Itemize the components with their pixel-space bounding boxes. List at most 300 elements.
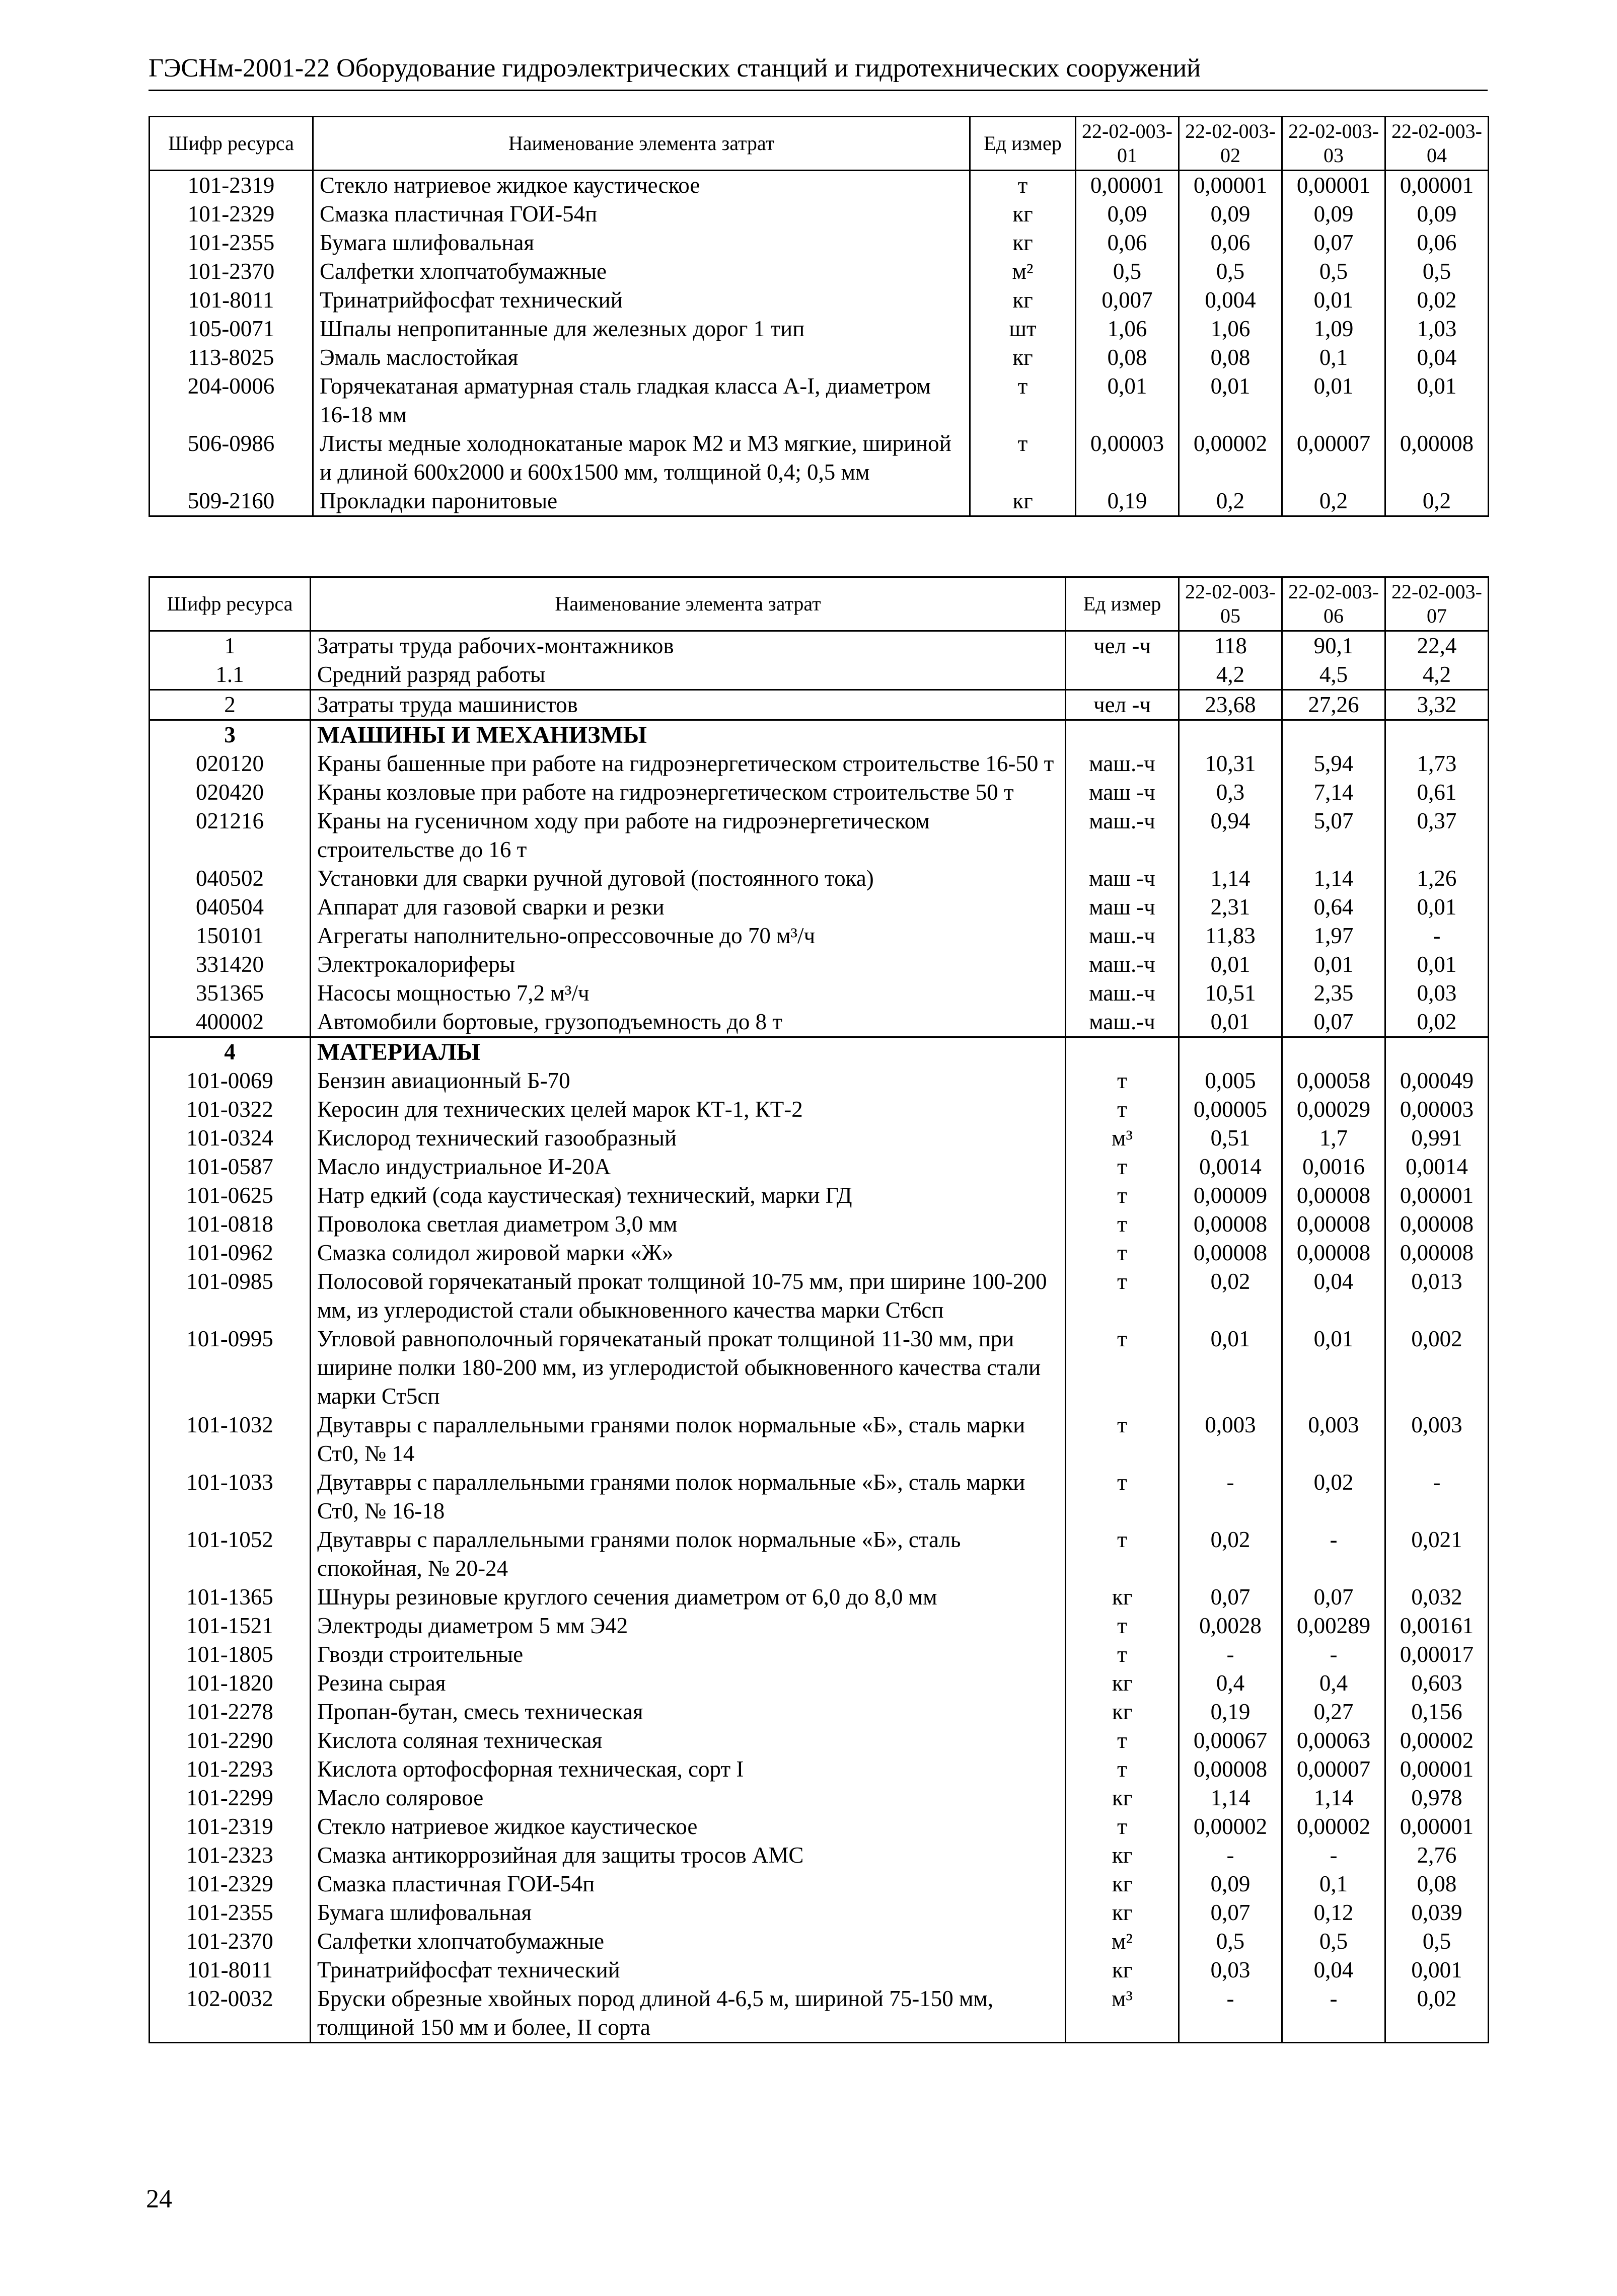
resource-name-cell: Масло индустриальное И-20А	[311, 1153, 1066, 1181]
value-cell: 0,06	[1076, 228, 1179, 257]
resource-code-cell: 101-0625	[150, 1181, 311, 1210]
resource-code-cell: 101-1820	[150, 1669, 311, 1698]
value-cell: 0,00001	[1385, 1812, 1489, 1841]
resource-table-2	[149, 576, 1489, 2043]
value-cell: -	[1179, 1841, 1282, 1870]
value-cell: 0,004	[1179, 286, 1282, 315]
resource-name-cell: Бумага шлифовальная	[313, 228, 970, 257]
value-cell: -	[1179, 1468, 1282, 1525]
resource-code-cell: 101-2355	[150, 228, 313, 257]
value-cell: 0,0016	[1282, 1153, 1385, 1181]
value-cell: 10,31	[1179, 749, 1282, 778]
resource-name-cell: Шнуры резиновые круглого сечения диаметром от 6,0 до 8,0 мм	[311, 1583, 1066, 1612]
value-cell: 0,64	[1282, 893, 1385, 922]
unit-cell: т	[970, 171, 1076, 200]
resource-name-cell: Масло соляровое	[311, 1784, 1066, 1812]
value-cell: 1,14	[1282, 864, 1385, 893]
resource-name-cell: Салфетки хлопчатобумажные	[313, 257, 970, 286]
resource-name-cell: Проволока светлая диаметром 3,0 мм	[311, 1210, 1066, 1239]
value-cell: 0,5	[1385, 1927, 1489, 1956]
table-row	[150, 778, 1489, 807]
table-row	[150, 1066, 1489, 1095]
value-cell: -	[1385, 1468, 1489, 1525]
column-header: 22-02-003-05	[1179, 577, 1282, 631]
value-cell: -	[1179, 1984, 1282, 2043]
resource-name-cell: Гвозди строительные	[311, 1640, 1066, 1669]
table-row	[150, 1181, 1489, 1210]
value-cell: 0,2	[1385, 487, 1489, 516]
value-cell: 5,94	[1282, 749, 1385, 778]
value-cell: 27,26	[1282, 690, 1385, 720]
table-row	[150, 1037, 1489, 1067]
value-cell: 1,7	[1282, 1124, 1385, 1153]
value-cell: -	[1282, 1525, 1385, 1583]
value-cell: 0,37	[1385, 807, 1489, 864]
value-cell: 1,26	[1385, 864, 1489, 893]
value-cell: 0,5	[1076, 257, 1179, 286]
value-cell: 0,07	[1282, 228, 1385, 257]
table-row	[150, 1841, 1489, 1870]
value-cell: 0,00001	[1282, 171, 1385, 200]
resource-name-cell: Пропан-бутан, смесь техническая	[311, 1698, 1066, 1726]
unit-cell: маш.-ч	[1066, 749, 1179, 778]
header-rule	[149, 90, 1488, 91]
resource-name-cell: Стекло натриевое жидкое каустическое	[311, 1812, 1066, 1841]
resource-name-cell: Прокладки паронитовые	[313, 487, 970, 516]
value-cell: 0,00003	[1385, 1095, 1489, 1124]
value-cell: 22,4	[1385, 631, 1489, 661]
value-cell: 1,97	[1282, 922, 1385, 950]
value-cell: 0,00063	[1282, 1726, 1385, 1755]
value-cell: 0,00067	[1179, 1726, 1282, 1755]
resource-name-cell: Кислота соляная техническая	[311, 1726, 1066, 1755]
value-cell: 0,00017	[1385, 1640, 1489, 1669]
value-cell: 1,06	[1076, 315, 1179, 343]
resource-name-cell: Кислота ортофосфорная техническая, сорт I	[311, 1755, 1066, 1784]
value-cell: 0,04	[1282, 1267, 1385, 1325]
value-cell: 0,2	[1179, 487, 1282, 516]
table-row	[150, 487, 1489, 516]
resource-code-cell: 101-2290	[150, 1726, 311, 1755]
resource-name-cell: Установки для сварки ручной дуговой (постоянного тока)	[311, 864, 1066, 893]
resource-name-cell: Резина сырая	[311, 1669, 1066, 1698]
value-cell: 0,01	[1282, 1325, 1385, 1411]
value-cell: 11,83	[1179, 922, 1282, 950]
unit-cell: кг	[1066, 1870, 1179, 1898]
resource-code-cell: 506-0986	[150, 429, 313, 487]
unit-cell: т	[1066, 1640, 1179, 1669]
table-row	[150, 864, 1489, 893]
value-cell: 0,03	[1385, 979, 1489, 1008]
value-cell: 0,00008	[1385, 429, 1489, 487]
value-cell: 3,32	[1385, 690, 1489, 720]
resource-name-cell: Затраты труда машинистов	[311, 690, 1066, 720]
value-cell: 0,00008	[1282, 1181, 1385, 1210]
table-row	[150, 1468, 1489, 1525]
value-cell: 0,5	[1385, 257, 1489, 286]
unit-cell: т	[970, 429, 1076, 487]
value-cell: 0,02	[1282, 1468, 1385, 1525]
table-row	[150, 1153, 1489, 1181]
value-cell: 0,00009	[1179, 1181, 1282, 1210]
value-cell: 1,73	[1385, 749, 1489, 778]
value-cell: 0,005	[1179, 1066, 1282, 1095]
resource-name-cell: Смазка солидол жировой марки «Ж»	[311, 1239, 1066, 1267]
value-cell: 0,00049	[1385, 1066, 1489, 1095]
resource-name-cell: Угловой равнополочный горячекатаный прокат толщиной 11-30 мм, при ширине полки 180-200 мм, из углеродистой обыкновенного качества стали марки Ст5сп	[311, 1325, 1066, 1411]
table-row	[150, 1008, 1489, 1037]
value-cell: 2,35	[1282, 979, 1385, 1008]
resource-name-cell: Электроды диаметром 5 мм Э42	[311, 1612, 1066, 1640]
table-row	[150, 429, 1489, 487]
table-row	[150, 1669, 1489, 1698]
unit-cell: т	[1066, 1525, 1179, 1583]
value-cell: 0,4	[1282, 1669, 1385, 1698]
value-cell: 0,01	[1179, 1008, 1282, 1037]
value-cell: 0,09	[1076, 200, 1179, 228]
value-cell: 0,001	[1385, 1956, 1489, 1984]
resource-code-cell: 101-2370	[150, 1927, 311, 1956]
unit-cell: т	[1066, 1755, 1179, 1784]
resource-name-cell: Кислород технический газообразный	[311, 1124, 1066, 1153]
resource-code-cell: 020120	[150, 749, 311, 778]
resource-code-cell: 101-2323	[150, 1841, 311, 1870]
resource-name-cell: Эмаль маслостойкая	[313, 343, 970, 372]
resource-name-cell: Салфетки хлопчатобумажные	[311, 1927, 1066, 1956]
table-row	[150, 1812, 1489, 1841]
resource-code-cell: 101-1052	[150, 1525, 311, 1583]
value-cell: 0,0014	[1385, 1153, 1489, 1181]
table-row	[150, 171, 1489, 200]
unit-cell: маш.-ч	[1066, 950, 1179, 979]
column-header: Ед измер	[1066, 577, 1179, 631]
unit-cell: т	[970, 372, 1076, 429]
value-cell: 0,978	[1385, 1784, 1489, 1812]
unit-cell: т	[1066, 1153, 1179, 1181]
value-cell: 0,08	[1385, 1870, 1489, 1898]
table-row	[150, 1612, 1489, 1640]
value-cell: 0,00008	[1282, 1239, 1385, 1267]
table-row	[150, 315, 1489, 343]
value-cell: 0,07	[1282, 1008, 1385, 1037]
value-cell: 0,3	[1179, 778, 1282, 807]
table-row	[150, 807, 1489, 864]
value-cell	[1282, 1037, 1385, 1067]
value-cell: 0,00002	[1385, 1726, 1489, 1755]
value-cell: 5,07	[1282, 807, 1385, 864]
value-cell: 0,032	[1385, 1583, 1489, 1612]
unit-cell: маш -ч	[1066, 893, 1179, 922]
value-cell: 1,09	[1282, 315, 1385, 343]
value-cell: 7,14	[1282, 778, 1385, 807]
unit-cell: кг	[970, 487, 1076, 516]
resource-code-cell: 101-8011	[150, 1956, 311, 1984]
page-number: 24	[146, 2185, 172, 2213]
resource-code-cell: 101-1365	[150, 1583, 311, 1612]
unit-cell: м²	[970, 257, 1076, 286]
value-cell: 0,04	[1385, 343, 1489, 372]
value-cell: 0,04	[1282, 1956, 1385, 1984]
table-row	[150, 1755, 1489, 1784]
value-cell: 0,00001	[1076, 171, 1179, 200]
unit-cell: кг	[1066, 1784, 1179, 1812]
column-header: 22-02-003-07	[1385, 577, 1489, 631]
table-row	[150, 1210, 1489, 1239]
value-cell: 0,03	[1179, 1956, 1282, 1984]
resource-code-cell: 101-0818	[150, 1210, 311, 1239]
unit-cell: кг	[970, 343, 1076, 372]
value-cell: 10,51	[1179, 979, 1282, 1008]
table-row	[150, 1411, 1489, 1468]
table-row	[150, 690, 1489, 720]
value-cell	[1179, 1037, 1282, 1067]
table-row	[150, 1267, 1489, 1325]
value-cell: 0,00007	[1282, 1755, 1385, 1784]
unit-cell: м²	[1066, 1927, 1179, 1956]
resource-code-cell: 101-0324	[150, 1124, 311, 1153]
resource-name-cell: Краны башенные при работе на гидроэнергетическом строительстве 16-50 т	[311, 749, 1066, 778]
table-row	[150, 1124, 1489, 1153]
table-row	[150, 979, 1489, 1008]
value-cell: 0,61	[1385, 778, 1489, 807]
table2-body	[150, 631, 1489, 2043]
value-cell: 4,5	[1282, 660, 1385, 690]
resource-code-cell: 040502	[150, 864, 311, 893]
value-cell: 0,01	[1179, 950, 1282, 979]
unit-cell: т	[1066, 1210, 1179, 1239]
unit-cell	[1066, 1037, 1179, 1067]
value-cell: 0,01	[1179, 1325, 1282, 1411]
resource-name-cell: Полосовой горячекатаный прокат толщиной 10-75 мм, при ширине 100-200 мм, из углеродистой стали обыкновенного качества марки Ст6сп	[311, 1267, 1066, 1325]
resource-name-cell: МАТЕРИАЛЫ	[311, 1037, 1066, 1067]
value-cell: -	[1282, 1984, 1385, 2043]
resource-name-cell: Тринатрийфосфат технический	[311, 1956, 1066, 1984]
unit-cell: чел -ч	[1066, 690, 1179, 720]
value-cell: 4,2	[1385, 660, 1489, 690]
value-cell: 0,19	[1076, 487, 1179, 516]
value-cell: 0,06	[1385, 228, 1489, 257]
value-cell: 0,007	[1076, 286, 1179, 315]
resource-name-cell: Насосы мощностью 7,2 м³/ч	[311, 979, 1066, 1008]
value-cell: 0,00058	[1282, 1066, 1385, 1095]
unit-cell: т	[1066, 1239, 1179, 1267]
resource-code-cell: 101-2355	[150, 1898, 311, 1927]
value-cell: 0,00001	[1179, 171, 1282, 200]
value-cell: 1,14	[1179, 864, 1282, 893]
resource-code-cell: 101-1032	[150, 1411, 311, 1468]
resource-code-cell: 101-2370	[150, 257, 313, 286]
resource-code-cell: 101-2278	[150, 1698, 311, 1726]
resource-name-cell: Затраты труда рабочих-монтажников	[311, 631, 1066, 661]
value-cell: 0,013	[1385, 1267, 1489, 1325]
resource-code-cell: 105-0071	[150, 315, 313, 343]
column-header: 22-02-003-04	[1385, 117, 1489, 171]
resource-name-cell: Двутавры с параллельными гранями полок нормальные «Б», сталь марки Ст0, № 14	[311, 1411, 1066, 1468]
resource-code-cell: 400002	[150, 1008, 311, 1037]
resource-name-cell: Аппарат для газовой сварки и резки	[311, 893, 1066, 922]
value-cell: 0,00161	[1385, 1612, 1489, 1640]
table-row	[150, 1870, 1489, 1898]
resource-name-cell: Керосин для технических целей марок КТ-1, КТ-2	[311, 1095, 1066, 1124]
unit-cell: т	[1066, 1095, 1179, 1124]
unit-cell: т	[1066, 1812, 1179, 1841]
value-cell: 0,1	[1282, 343, 1385, 372]
unit-cell: кг	[970, 228, 1076, 257]
value-cell: 118	[1179, 631, 1282, 661]
resource-code-cell: 4	[150, 1037, 311, 1067]
resource-name-cell: Бруски обрезные хвойных пород длиной 4-6,5 м, шириной 75-150 мм, толщиной 150 мм и более, II сорта	[311, 1984, 1066, 2043]
resource-name-cell: Электрокалориферы	[311, 950, 1066, 979]
value-cell: 0,039	[1385, 1898, 1489, 1927]
value-cell: 0,00008	[1179, 1755, 1282, 1784]
value-cell: 2,76	[1385, 1841, 1489, 1870]
value-cell: 0,01	[1385, 950, 1489, 979]
value-cell	[1282, 720, 1385, 750]
value-cell: 0,002	[1385, 1325, 1489, 1411]
resource-name-cell: Средний разряд работы	[311, 660, 1066, 690]
resource-code-cell: 101-0587	[150, 1153, 311, 1181]
table-row	[150, 893, 1489, 922]
value-cell: 0,5	[1282, 1927, 1385, 1956]
resource-name-cell: МАШИНЫ И МЕХАНИЗМЫ	[311, 720, 1066, 750]
value-cell: 2,31	[1179, 893, 1282, 922]
table-row	[150, 286, 1489, 315]
resource-code-cell: 101-2293	[150, 1755, 311, 1784]
table-row	[150, 1095, 1489, 1124]
unit-cell: т	[1066, 1325, 1179, 1411]
unit-cell	[1066, 720, 1179, 750]
resource-code-cell: 2	[150, 690, 311, 720]
table-row	[150, 1898, 1489, 1927]
table-row	[150, 1583, 1489, 1612]
value-cell: 0,01	[1282, 950, 1385, 979]
resource-name-cell: Агрегаты наполнительно-опрессовочные до 70 м³/ч	[311, 922, 1066, 950]
value-cell: 0,00007	[1282, 429, 1385, 487]
value-cell: 0,991	[1385, 1124, 1489, 1153]
value-cell: 0,00008	[1179, 1239, 1282, 1267]
column-header: Ед измер	[970, 117, 1076, 171]
resource-code-cell: 101-0962	[150, 1239, 311, 1267]
column-header: Шифр ресурса	[150, 577, 311, 631]
value-cell: 0,19	[1179, 1698, 1282, 1726]
unit-cell: кг	[1066, 1669, 1179, 1698]
value-cell: 0,08	[1076, 343, 1179, 372]
value-cell: 1,06	[1179, 315, 1282, 343]
resource-name-cell: Смазка антикоррозийная для защиты тросов АМС	[311, 1841, 1066, 1870]
resource-name-cell: Двутавры с параллельными гранями полок нормальные «Б», сталь спокойная, № 20-24	[311, 1525, 1066, 1583]
column-header: Шифр ресурса	[150, 117, 313, 171]
table1-header	[150, 117, 1489, 171]
value-cell: 0,00002	[1179, 429, 1282, 487]
value-cell: 0,94	[1179, 807, 1282, 864]
value-cell: 0,00008	[1385, 1239, 1489, 1267]
value-cell: 0,00008	[1385, 1210, 1489, 1239]
resource-name-cell: Стекло натриевое жидкое каустическое	[313, 171, 970, 200]
value-cell: 0,00001	[1385, 171, 1489, 200]
value-cell: 0,0014	[1179, 1153, 1282, 1181]
value-cell: 0,09	[1179, 200, 1282, 228]
resource-code-cell: 102-0032	[150, 1984, 311, 2043]
unit-cell: м³	[1066, 1984, 1179, 2043]
resource-name-cell: Натр едкий (сода каустическая) технический, марки ГД	[311, 1181, 1066, 1210]
value-cell: 0,00289	[1282, 1612, 1385, 1640]
value-cell: 0,01	[1076, 372, 1179, 429]
value-cell	[1179, 720, 1282, 750]
value-cell: 0,07	[1179, 1898, 1282, 1927]
resource-code-cell: 101-0322	[150, 1095, 311, 1124]
unit-cell: кг	[970, 200, 1076, 228]
resource-code-cell: 101-2329	[150, 200, 313, 228]
resource-name-cell: Автомобили бортовые, грузоподъемность до 8 т	[311, 1008, 1066, 1037]
value-cell: 0,51	[1179, 1124, 1282, 1153]
unit-cell: кг	[1066, 1841, 1179, 1870]
table-row	[150, 1325, 1489, 1411]
table-row	[150, 257, 1489, 286]
value-cell: 0,1	[1282, 1870, 1385, 1898]
resource-code-cell: 101-0995	[150, 1325, 311, 1411]
unit-cell: кг	[1066, 1898, 1179, 1927]
resource-code-cell: 101-2319	[150, 171, 313, 200]
table-row	[150, 1640, 1489, 1669]
value-cell: 0,5	[1282, 257, 1385, 286]
table-row	[150, 1927, 1489, 1956]
value-cell: 0,003	[1282, 1411, 1385, 1468]
resource-name-cell: Листы медные холоднокатаные марок М2 и М3 мягкие, шириной и длиной 600х2000 и 600х1500 мм, толщиной 0,4; 0,5 мм	[313, 429, 970, 487]
unit-cell: маш.-ч	[1066, 807, 1179, 864]
table-row	[150, 922, 1489, 950]
resource-name-cell: Двутавры с параллельными гранями полок нормальные «Б», сталь марки Ст0, № 16-18	[311, 1468, 1066, 1525]
column-header: 22-02-003-03	[1282, 117, 1385, 171]
value-cell: 0,00002	[1282, 1812, 1385, 1841]
column-header: 22-02-003-02	[1179, 117, 1282, 171]
value-cell: 0,02	[1385, 1984, 1489, 2043]
value-cell: 0,12	[1282, 1898, 1385, 1927]
unit-cell: маш.-ч	[1066, 922, 1179, 950]
value-cell: 0,09	[1179, 1870, 1282, 1898]
column-header: 22-02-003-01	[1076, 117, 1179, 171]
value-cell: -	[1282, 1640, 1385, 1669]
unit-cell: т	[1066, 1267, 1179, 1325]
value-cell: 0,00029	[1282, 1095, 1385, 1124]
value-cell: 0,603	[1385, 1669, 1489, 1698]
unit-cell: т	[1066, 1411, 1179, 1468]
value-cell: 0,06	[1179, 228, 1282, 257]
unit-cell: маш.-ч	[1066, 1008, 1179, 1037]
table-row	[150, 1698, 1489, 1726]
resource-code-cell: 101-0069	[150, 1066, 311, 1095]
value-cell: 0,00003	[1076, 429, 1179, 487]
table-row	[150, 631, 1489, 661]
resource-name-cell: Смазка пластичная ГОИ-54п	[311, 1870, 1066, 1898]
unit-cell: чел -ч	[1066, 631, 1179, 661]
table2-header	[150, 577, 1489, 631]
value-cell: 0,08	[1179, 343, 1282, 372]
value-cell: 0,01	[1385, 893, 1489, 922]
resource-code-cell: 1.1	[150, 660, 311, 690]
value-cell: 0,27	[1282, 1698, 1385, 1726]
table-row	[150, 1239, 1489, 1267]
table-row	[150, 1525, 1489, 1583]
value-cell: 0,00002	[1179, 1812, 1282, 1841]
table-row	[150, 228, 1489, 257]
table-row	[150, 372, 1489, 429]
table-row	[150, 660, 1489, 690]
unit-cell: кг	[1066, 1583, 1179, 1612]
value-cell: 0,01	[1282, 286, 1385, 315]
resource-code-cell: 1	[150, 631, 311, 661]
value-cell: 0,02	[1179, 1267, 1282, 1325]
value-cell: 0,00001	[1385, 1181, 1489, 1210]
